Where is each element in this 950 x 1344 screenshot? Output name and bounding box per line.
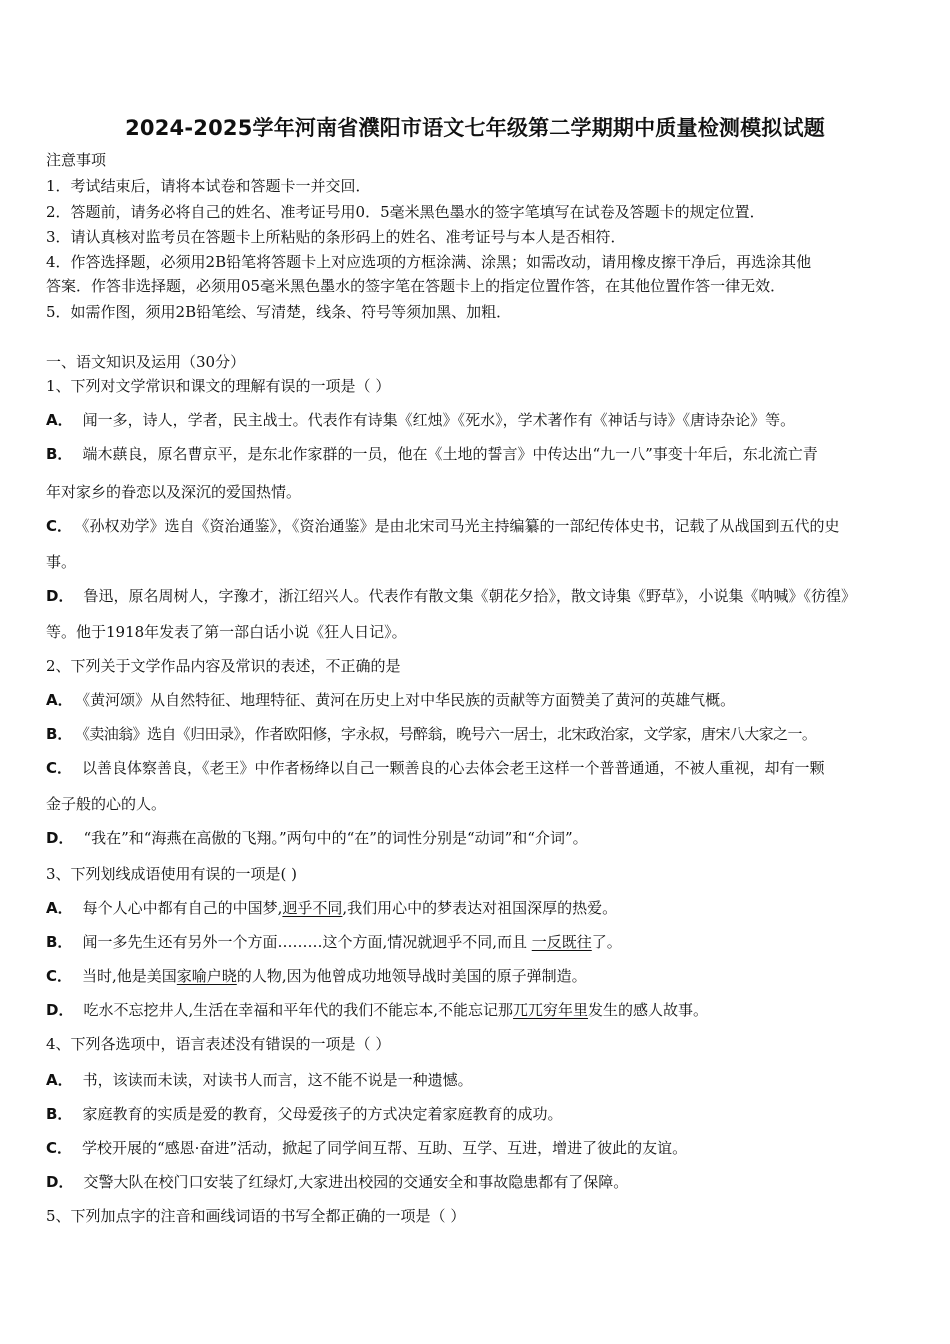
option-label: A． [46,691,73,709]
question-1-stem: 1、下列对文学常识和课文的理解有误的一项是（ ） [46,377,391,395]
question-2-stem: 2、下列关于文学作品内容及常识的表述，不正确的是 [46,657,401,675]
question-1-option-d-cont: 等。他于1918年发表了第一部白话小说《狂人日记》。 [46,623,407,641]
question-2-option-c [46,758,825,778]
option-label: C． [46,967,73,985]
question-2-option-b [46,724,816,744]
question-4-option-b [46,1104,562,1124]
question-1-option-c [46,516,840,536]
underlined-idiom: 家喻户晓 [176,967,237,985]
option-label: A． [46,411,73,429]
question-4-option-a [46,1070,473,1090]
option-text: 了。 [591,933,622,951]
question-4-stem: 4、下列各选项中，语言表述没有错误的一项是（ ） [46,1035,391,1053]
option-text: ,我们用心中的梦表达对祖国深厚的热爱。 [342,899,618,917]
underlined-idiom: 一反既往 [531,933,592,951]
notice-item: 4．作答选择题，必须用2B铅笔将答题卡上对应选项的方框涂满、涂黑；如需改动，请用橡皮擦干净后，再选涂其他 [46,253,812,271]
option-label: D． [46,1001,74,1019]
option-text: “我在”和“海燕在高傲的飞翔。”两句中的“在”的词性分别是“动词”和“介词”。 [83,829,588,847]
option-text: 《黄河颂》从自然特征、地理特征、黄河在历史上对中华民族的贡献等方面赞美了黄河的英雄气概。 [82,691,736,709]
notice-item: 5．如需作图，须用2B铅笔绘、写清楚，线条、符号等须加黑、加粗． [46,303,512,321]
option-text: 《孙权劝学》选自《资治通鉴》，《资治通鉴》是由北宋司马光主持编纂的一部纪传体史书，记载了从战国到五代的史 [82,517,840,535]
question-5-stem: 5、下列加点字的注音和画线词语的书写全都正确的一项是（ ） [46,1207,466,1225]
question-2-option-d [46,828,588,848]
question-3-option-c [46,966,587,986]
option-text: 家庭教育的实质是爱的教育，父母爱孩子的方式决定着家庭教育的成功。 [82,1105,563,1123]
question-4-option-d [46,1172,628,1192]
option-text: 闻一多，诗人，学者，民主战士。代表作有诗集《红烛》《死水》，学术著作有《神话与诗》《唐诗杂论》等。 [82,411,796,429]
option-label: A． [46,899,73,917]
option-label: B． [46,445,73,463]
option-label: D． [46,1173,74,1191]
question-1-option-d [46,586,856,606]
option-label: D． [46,829,74,847]
question-1-option-b [46,444,818,464]
option-text: 当时,他是美国 [82,967,177,985]
notice-item: 1．考试结束后，请将本试卷和答题卡一并交回． [46,177,371,195]
question-3-stem: 3、下列划线成语使用有误的一项是( ) [46,865,298,883]
question-2-option-a [46,690,735,710]
option-text: 鲁迅，原名周树人，字豫才，浙江绍兴人。代表作有散文集《朝花夕拾》，散文诗集《野草》，小说集《呐喊》《彷徨》 [83,587,856,605]
question-3-option-b [46,932,622,952]
option-label: B． [46,725,73,743]
question-1-option-c-cont: 事。 [46,553,77,571]
option-text: 以善良体察善良，《老王》中作者杨绛以自己一颗善良的心去体会老王这样一个普普通通，不被人重视，却有一颗 [82,759,825,777]
option-text: 交警大队在校门口安装了红绿灯,大家进出校园的交通安全和事故隐患都有了保障。 [83,1173,629,1191]
question-1-option-b-cont: 年对家乡的眷恋以及深沉的爱国热情。 [46,483,302,501]
question-2-option-c-cont: 金子般的心的人。 [46,795,167,813]
option-text: 《卖油翁》选自《归田录》，作者欧阳修，字永叔，号醉翁，晚号六一居士，北宋政治家，文学家，唐宋八大家之一。 [82,725,817,743]
option-label: B． [46,1105,73,1123]
option-label: D． [46,587,74,605]
option-text: 闻一多先生还有另外一个方面………这个方面,情况就迥乎不同,而且 [82,933,532,951]
page-title: 2024-2025学年河南省濮阳市语文七年级第二学期期中质量检测模拟试题 [125,116,825,140]
option-text: 学校开展的“感恩·奋进”活动，掀起了同学间互帮、互助、互学、互进，增进了彼此的友谊。 [82,1139,688,1157]
notice-item: 3．请认真核对监考员在答题卡上所粘贴的条形码上的姓名、准考证号与本人是否相符． [46,228,626,246]
option-label: A． [46,1071,73,1089]
option-label: C． [46,1139,73,1157]
notice-heading: 注意事项 [46,151,107,169]
underlined-idiom: 迥乎不同 [282,899,343,917]
option-label: C． [46,517,73,535]
option-label: B． [46,933,73,951]
notice-item: 答案．作答非选择题，必须用05毫米黑色墨水的签字笔在答题卡上的指定位置作答，在其他位置作答一律无效． [46,277,786,295]
option-text: 每个人心中都有自己的中国梦, [82,899,283,917]
notice-item: 2．答题前，请务必将自己的姓名、准考证号用0．5毫米黑色墨水的签字笔填写在试卷及答题卡的规定位置． [46,203,765,221]
option-text: 端木蕻良，原名曹京平，是东北作家群的一员，他在《土地的誓言》中传达出“九一八”事变十年后，东北流亡青 [82,445,818,463]
option-text: 吃水不忘挖井人,生活在幸福和平年代的我们不能忘本,不能忘记那 [83,1001,513,1019]
option-text: 发生的感人故事。 [588,1001,709,1019]
option-label: C． [46,759,73,777]
section-heading: 一、语文知识及运用（30分） [46,353,246,371]
question-4-option-c [46,1138,687,1158]
question-1-option-a [46,410,795,430]
underlined-idiom: 兀兀穷年里 [513,1001,589,1019]
option-text: 的人物,因为他曾成功地领导战时美国的原子弹制造。 [236,967,587,985]
option-text: 书，该读而未读，对读书人而言，这不能不说是一种遗憾。 [82,1071,473,1089]
question-3-option-d [46,1000,708,1020]
question-3-option-a [46,898,617,918]
